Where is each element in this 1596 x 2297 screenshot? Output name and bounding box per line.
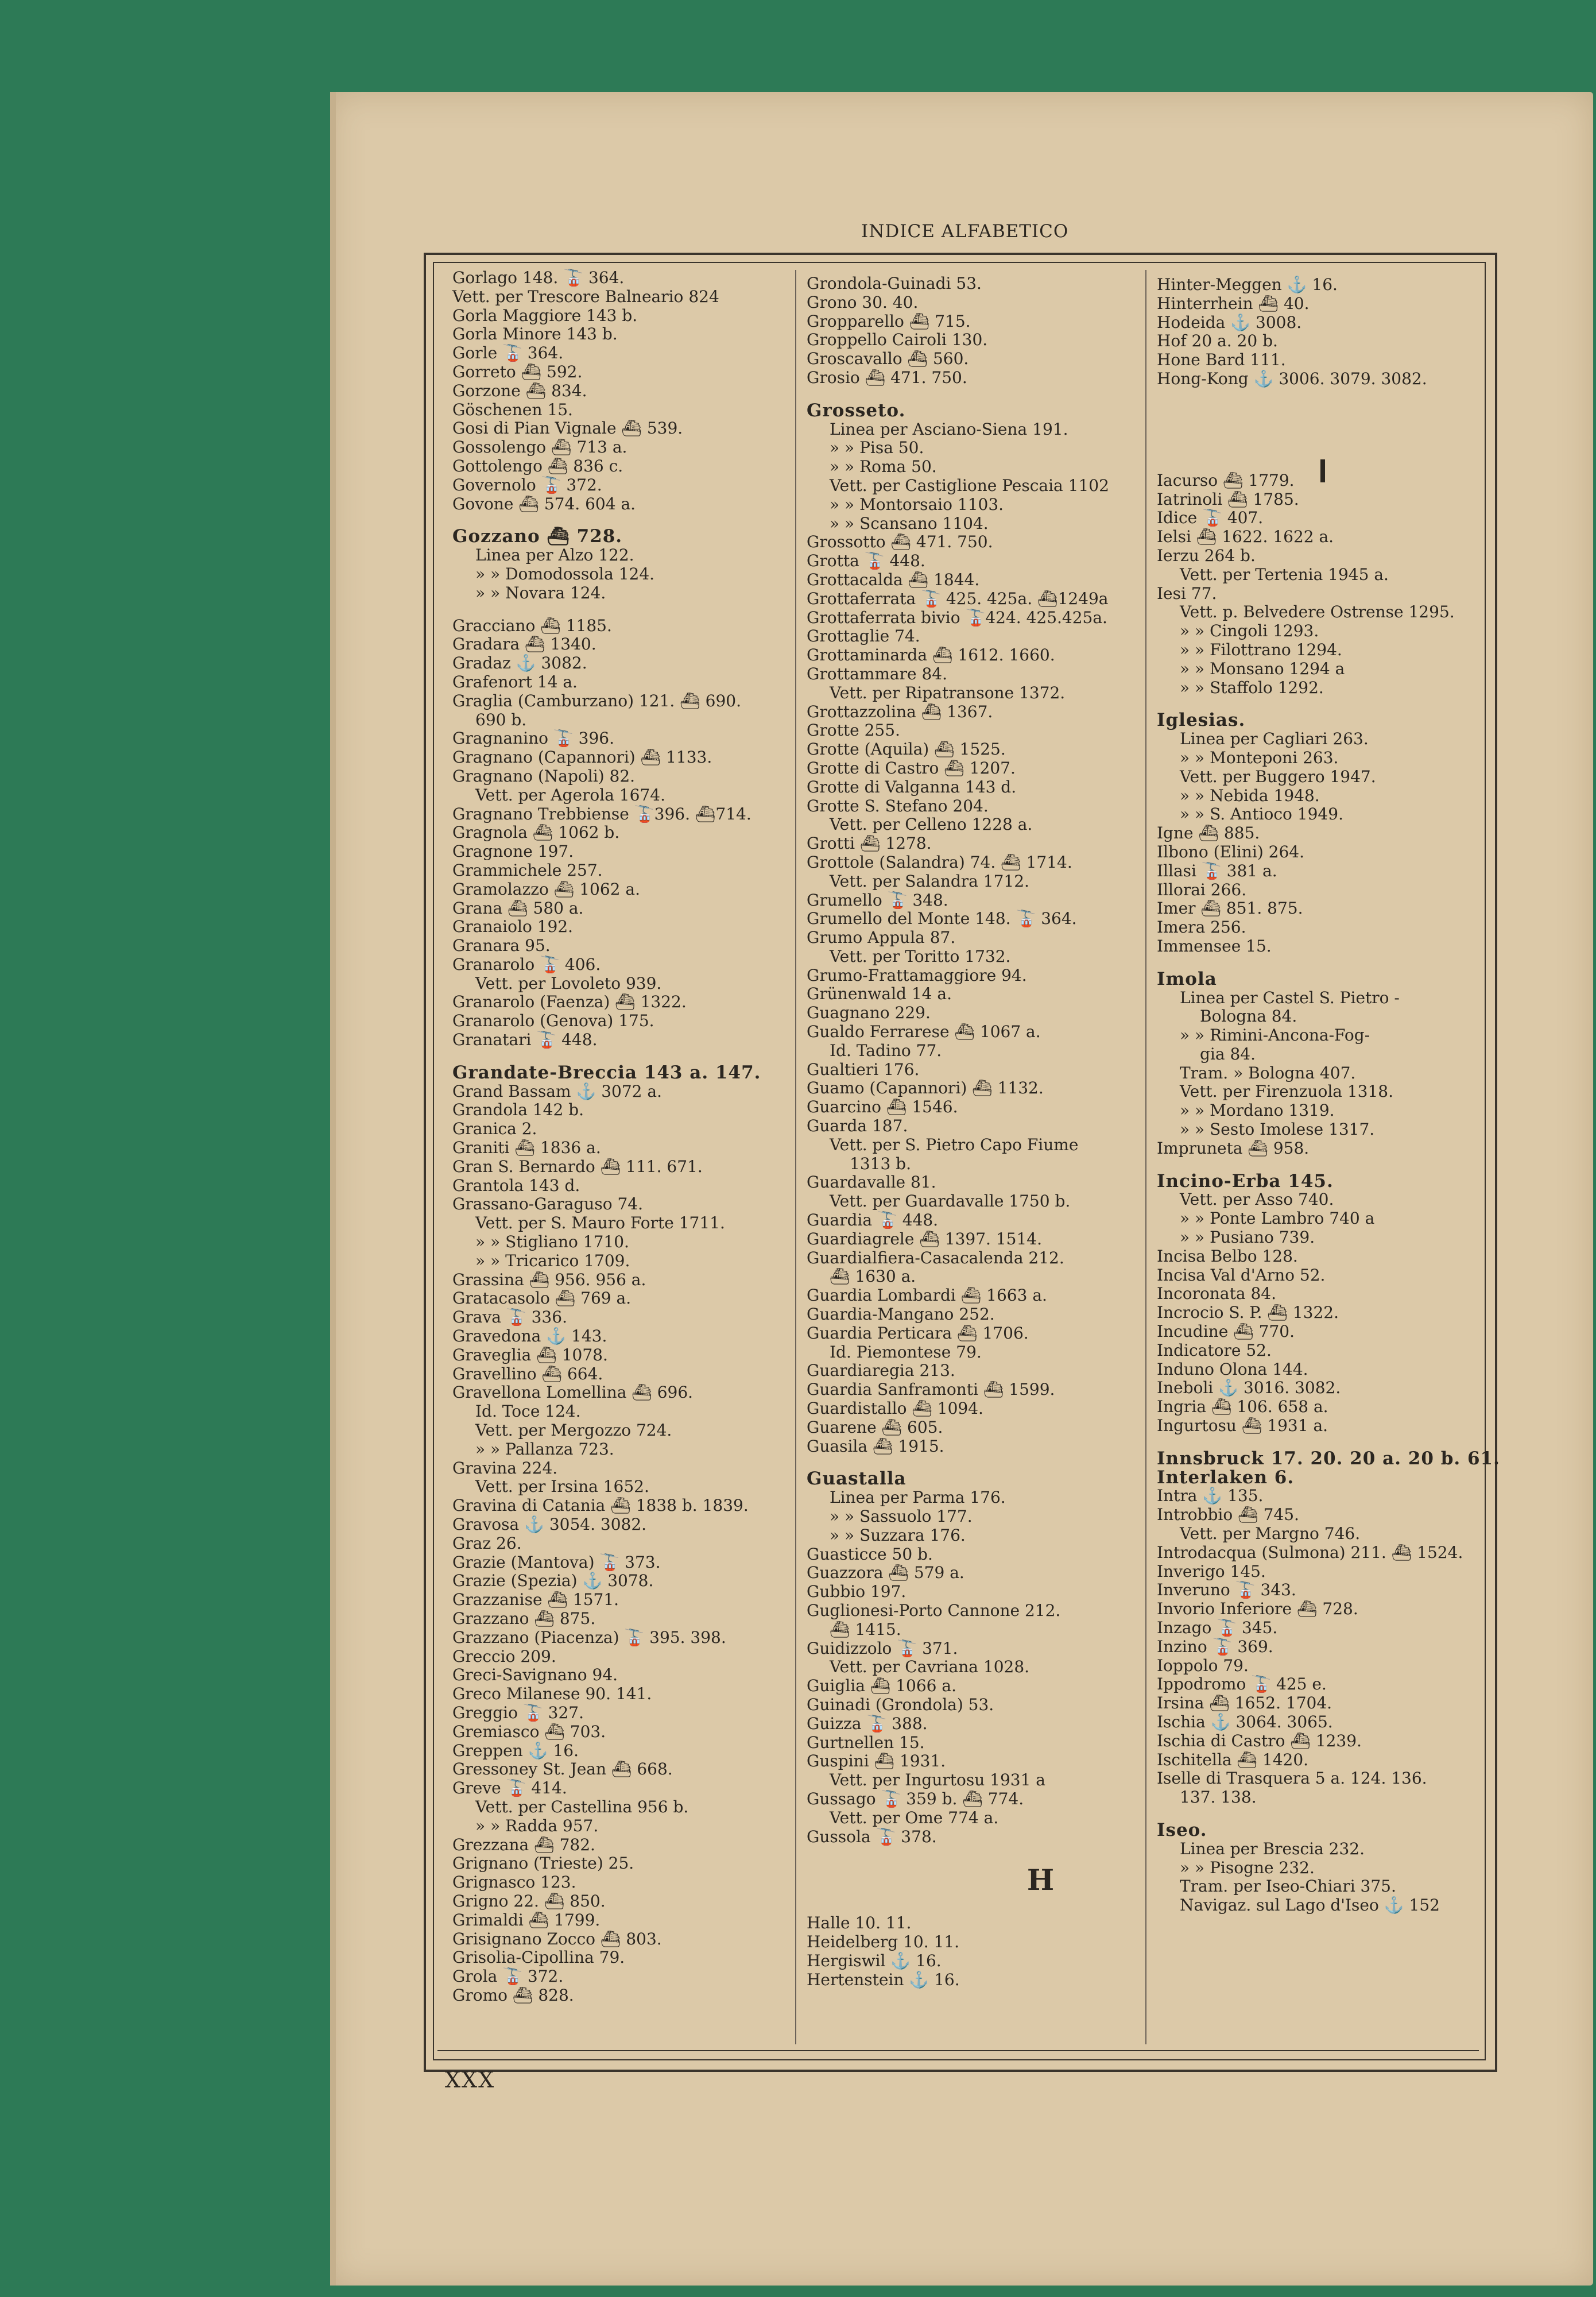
index-entry: Gorzone ⛴ 834.	[452, 381, 587, 400]
index-entry: Grumello 🚡 348.	[807, 890, 948, 910]
index-entry: Hinter-Meggen ⚓ 16.	[1157, 275, 1338, 294]
index-entry: Incudine ⛴ 770.	[1157, 1322, 1295, 1341]
index-entry: 690 b.	[475, 710, 527, 729]
index-entry: Tram. per Iseo-Chiari 375.	[1180, 1877, 1396, 1896]
spacer	[1157, 956, 1484, 970]
index-entry: » » Cingoli 1293.	[1180, 621, 1319, 641]
index-entry: Guardistallo ⛴ 1094.	[807, 1399, 983, 1418]
index-entry: Guardiaregia 213.	[807, 1361, 955, 1380]
index-entry: Vett. per Castellina 956 b.	[475, 1797, 689, 1816]
index-heading: Incino-Erba 145.	[1157, 1170, 1334, 1192]
index-entry: Incisa Val d'Arno 52.	[1157, 1265, 1326, 1285]
index-entry: » » Pusiano 739.	[1180, 1228, 1315, 1247]
index-entry: Grottaferrata bivio 🚡424. 425.425a.	[807, 608, 1107, 627]
index-entry: » » S. Antioco 1949.	[1180, 805, 1343, 824]
index-entry: Id. Toce 124.	[475, 1402, 581, 1421]
index-entry: Gottolengo ⛴ 836 c.	[452, 456, 623, 475]
index-entry: Grazzano ⛴ 875.	[452, 1608, 596, 1628]
index-entry: Gussola 🚡 378.	[807, 1827, 937, 1846]
index-entry: Hertenstein ⚓ 16.	[807, 1970, 960, 1989]
index-entry: Grotte (Aquila) ⛴ 1525.	[807, 740, 1006, 759]
index-entry: Linea per Alzo 122.	[475, 546, 634, 565]
index-entry: Invorio Inferiore ⛴ 728.	[1157, 1599, 1358, 1619]
spacer	[1157, 389, 1484, 403]
index-entry: Grottazzolina ⛴ 1367.	[807, 702, 993, 721]
index-entry: Guardia-Mangano 252.	[807, 1305, 995, 1324]
index-entry: Incoronata 84.	[1157, 1284, 1276, 1304]
index-entry: Vett. per S. Mauro Forte 1711.	[475, 1213, 725, 1233]
index-entry: Grafenort 14 a.	[452, 672, 578, 691]
index-entry: Graveglia ⛴ 1078.	[452, 1345, 608, 1364]
index-entry: Groppello Cairoli 130.	[807, 330, 988, 350]
index-entry: Halle 10. 11.	[807, 1913, 912, 1933]
index-entry: Granarolo (Faenza) ⛴ 1322.	[452, 992, 687, 1012]
index-entry: Gravina di Catania ⛴ 1838 b. 1839.	[452, 1496, 749, 1515]
index-entry: Guiglia ⛴ 1066 a.	[807, 1676, 956, 1696]
index-entry: Guardia Sanframonti ⛴ 1599.	[807, 1380, 1055, 1399]
index-entry: Grottaferrata 🚡 425. 425a. ⛴1249a	[807, 589, 1109, 608]
index-entry: Indicatore 52.	[1157, 1340, 1272, 1360]
spacer	[807, 1900, 1142, 1914]
index-entry: » » Stigliano 1710.	[475, 1232, 629, 1252]
index-entry: Gossolengo ⛴ 713 a.	[452, 438, 627, 457]
index-entry: gia 84.	[1200, 1044, 1256, 1064]
index-entry: Grono 30. 40.	[807, 292, 919, 312]
index-entry: Inzino 🚡 369.	[1157, 1637, 1273, 1656]
index-entry: Guamo (Capannori) ⛴ 1132.	[807, 1078, 1044, 1098]
index-entry: Ingria ⛴ 106. 658 a.	[1157, 1397, 1328, 1417]
index-entry: Vett. per Asso 740.	[1180, 1190, 1334, 1209]
index-entry: Imera 256.	[1157, 918, 1246, 937]
index-entry: Vett. per Ripatransone 1372.	[830, 683, 1066, 702]
index-entry: Vett. per Tertenia 1945 a.	[1180, 564, 1389, 584]
index-entry: Guarcino ⛴ 1546.	[807, 1097, 958, 1117]
index-heading: Guastalla	[807, 1468, 907, 1490]
index-heading: Imola	[1157, 968, 1217, 989]
index-entry: Guardavalle 81.	[807, 1173, 936, 1192]
index-entry: Hong-Kong ⚓ 3006. 3079. 3082.	[1157, 369, 1427, 388]
index-entry: Grottaglie 74.	[807, 627, 920, 646]
index-entry: Grottaminarda ⛴ 1612. 1660.	[807, 645, 1055, 665]
index-entry: Grotte 255.	[807, 721, 900, 740]
index-entry: Linea per Cagliari 263.	[1180, 729, 1369, 749]
index-entry: Grazzanise ⛴ 1571.	[452, 1590, 619, 1610]
index-entry: » » Mordano 1319.	[1180, 1101, 1335, 1120]
index-entry: Gropparello ⛴ 715.	[807, 311, 971, 331]
index-entry: Inveruno 🚡 343.	[1157, 1580, 1296, 1600]
index-entry: Introbbio ⛴ 745.	[1157, 1505, 1299, 1525]
index-entry: Ischitella ⛴ 1420.	[1157, 1750, 1309, 1769]
index-entry: Guidizzolo 🚡 371.	[807, 1638, 958, 1658]
index-entry: » » Suzzara 176.	[830, 1525, 966, 1545]
index-heading: Iglesias.	[1157, 710, 1246, 731]
index-entry: Ilbono (Elini) 264.	[1157, 842, 1305, 861]
index-entry: Grigno 22. ⛴ 850.	[452, 1891, 606, 1911]
index-entry: Grezzana ⛴ 782.	[452, 1835, 595, 1854]
index-entry: Grand Bassam ⚓ 3072 a.	[452, 1081, 662, 1101]
index-entry: Gran S. Bernardo ⛴ 111. 671.	[452, 1157, 703, 1176]
spacer	[1157, 1436, 1484, 1449]
index-entry: Gradara ⛴ 1340.	[452, 635, 596, 654]
index-entry: ⛴ 1630 a.	[830, 1267, 916, 1286]
index-entry: » » Pallanza 723.	[475, 1439, 614, 1459]
index-entry: Hone Bard 111.	[1157, 350, 1286, 370]
index-entry: » » Pisa 50.	[830, 438, 924, 458]
index-entry: Guasila ⛴ 1915.	[807, 1436, 944, 1456]
index-entry: Greccio 209.	[452, 1646, 556, 1666]
index-entry: » » Monteponi 263.	[1180, 748, 1339, 767]
index-entry: Gorla Minore 143 b.	[452, 324, 618, 344]
index-entry: Govone ⛴ 574. 604 a.	[452, 494, 636, 513]
index-entry: » » Sassuolo 177.	[830, 1507, 973, 1526]
index-entry: Ischia ⚓ 3064. 3065.	[1157, 1712, 1333, 1731]
index-entry: Heidelberg 10. 11.	[807, 1932, 960, 1952]
index-entry: Ippodromo 🚡 425 e.	[1157, 1675, 1327, 1694]
index-entry: Ierzu 264 b.	[1157, 546, 1256, 565]
spacer	[1157, 416, 1484, 430]
index-entry: Guardia Lombardi ⛴ 1663 a.	[807, 1286, 1047, 1305]
index-entry: Guardialfiera-Casacalenda 212.	[807, 1248, 1064, 1267]
index-entry: Gremiasco ⛴ 703.	[452, 1722, 606, 1741]
index-entry: » » Novara 124.	[475, 583, 606, 602]
index-entry: Tram. » Bologna 407.	[1180, 1063, 1356, 1082]
index-entry: Grotta 🚡 448.	[807, 551, 925, 571]
index-entry: Grammichele 257.	[452, 860, 603, 880]
index-entry: Hinterrhein ⛴ 40.	[1157, 293, 1310, 313]
index-entry: Vett. per Guardavalle 1750 b.	[830, 1192, 1071, 1211]
index-entry: Gorle 🚡 364.	[452, 343, 564, 363]
index-entry: Grassina ⛴ 956. 956 a.	[452, 1270, 646, 1289]
index-entry: Gratacasolo ⛴ 769 a.	[452, 1289, 632, 1308]
index-entry: Ioppolo 79.	[1157, 1656, 1249, 1675]
index-entry: Gurtnellen 15.	[807, 1733, 925, 1752]
index-entry: Göschenen 15.	[452, 400, 573, 419]
index-entry: Grünenwald 14 a.	[807, 984, 952, 1004]
index-entry: Gragnano (Capannori) ⛴ 1133.	[452, 748, 712, 767]
bottom-rule	[437, 2050, 1479, 2051]
index-entry: Vett. per Celleno 1228 a.	[830, 815, 1033, 834]
index-entry: Linea per Parma 176.	[830, 1488, 1006, 1507]
index-entry: Granarolo 🚡 406.	[452, 954, 601, 974]
index-entry: Grisignano Zocco ⛴ 803.	[452, 1929, 662, 1948]
index-entry: Gramolazzo ⛴ 1062 a.	[452, 879, 640, 899]
index-entry: » » Staffolo 1292.	[1180, 678, 1324, 697]
index-entry: Graz 26.	[452, 1533, 522, 1553]
index-entry: Guarda 187.	[807, 1116, 908, 1136]
index-entry: Vett. per Cavriana 1028.	[830, 1657, 1030, 1677]
index-entry: Hergiswil ⚓ 16.	[807, 1951, 942, 1970]
index-entry: Governolo 🚡 372.	[452, 475, 602, 494]
index-entry: Gragnano Trebbiense 🚡396. ⛴714.	[452, 804, 751, 823]
index-entry: Idice 🚡 407.	[1157, 508, 1264, 528]
index-entry: Gravina 224.	[452, 1458, 558, 1478]
index-heading: Iseo.	[1157, 1819, 1207, 1840]
index-entry: Grisolia-Cipollina 79.	[452, 1948, 625, 1967]
index-entry: Grava 🚡 336.	[452, 1308, 567, 1327]
index-entry: Iatrinoli ⛴ 1785.	[1157, 489, 1299, 509]
index-entry: » » Monsano 1294 a	[1180, 659, 1345, 678]
index-entry: Grantola 143 d.	[452, 1175, 580, 1195]
index-entry: Guspini ⛴ 1931.	[807, 1751, 946, 1771]
index-entry: Gragnola ⛴ 1062 b.	[452, 823, 620, 842]
index-entry: » » Nebida 1948.	[1180, 786, 1320, 805]
index-entry: Gorlago 148. 🚡 364.	[452, 268, 625, 287]
index-entry: Gravellona Lomellina ⛴ 696.	[452, 1383, 694, 1402]
index-entry: Guizza 🚡 388.	[807, 1714, 928, 1733]
index-column-middle	[807, 274, 1142, 1990]
index-column-right	[1157, 275, 1500, 1915]
spacer	[452, 603, 791, 617]
index-entry: Gressoney St. Jean ⛴ 668.	[452, 1760, 673, 1779]
index-entry: Illasi 🚡 381 a.	[1157, 861, 1277, 880]
index-entry: Groscavallo ⛴ 560.	[807, 349, 969, 369]
index-entry: Illorai 266.	[1157, 880, 1247, 899]
index-entry: Ischia di Castro ⛴ 1239.	[1157, 1731, 1362, 1750]
index-entry: Vett. per Toritto 1732.	[830, 946, 1011, 966]
index-entry: Imprunetа ⛴ 958.	[1157, 1138, 1310, 1158]
index-entry: Vett. per Lovoleto 939.	[475, 973, 662, 993]
index-entry: Greco Milanese 90. 141.	[452, 1684, 652, 1704]
index-entry: Guagnano 229.	[807, 1003, 931, 1023]
index-entry: Granara 95.	[452, 936, 551, 956]
index-entry: Grumello del Monte 148. 🚡 364.	[807, 909, 1077, 929]
index-entry: Linea per Castel S. Pietro -	[1180, 988, 1400, 1007]
index-entry: Grottammare 84.	[807, 664, 947, 683]
index-entry: Gorreto ⛴ 592.	[452, 362, 583, 381]
index-entry: » » Montorsaio 1103.	[830, 494, 1004, 514]
index-entry: Vett. per Ingurtosu 1931 a	[830, 1770, 1046, 1790]
index-entry: Grondola-Guinadi 53.	[807, 274, 982, 293]
index-entry: Id. Piemontese 79.	[830, 1342, 982, 1362]
page-edge	[330, 92, 336, 2286]
index-entry: Granatari 🚡 448.	[452, 1030, 598, 1050]
spacer	[807, 1456, 1142, 1470]
index-entry: Gravellino ⛴ 664.	[452, 1364, 603, 1383]
index-entry: » » Scansano 1104.	[830, 513, 989, 533]
index-entry: Greggio 🚡 327.	[452, 1703, 584, 1722]
index-entry: Guazzora ⛴ 579 a.	[807, 1563, 964, 1583]
index-entry: Greppen ⚓ 16.	[452, 1741, 579, 1760]
spacer	[1157, 458, 1484, 471]
index-entry: Vett. per Buggero 1947.	[1180, 767, 1376, 786]
index-entry: Guglionesi-Porto Cannone 212.	[807, 1600, 1061, 1620]
index-entry: Grazzano (Piacenza) 🚡 395. 398.	[452, 1627, 726, 1647]
index-entry: Grottacalda ⛴ 1844.	[807, 570, 980, 589]
index-entry: » » Rimini-Ancona-Fog-	[1180, 1026, 1370, 1045]
index-entry: Inzago 🚡 345.	[1157, 1618, 1278, 1637]
index-entry: Linea per Asciano-Siena 191.	[830, 419, 1068, 439]
spacer	[452, 513, 791, 527]
index-entry: » » Roma 50.	[830, 457, 937, 477]
index-entry: Vett. per Castiglione Pescaia 1102	[830, 475, 1109, 495]
index-entry: Iesi 77.	[1157, 583, 1217, 603]
index-entry: Igne ⛴ 885.	[1157, 823, 1260, 843]
index-entry: Ingurtosu ⛴ 1931 a.	[1157, 1416, 1328, 1436]
index-entry: Guinadi (Grondola) 53.	[807, 1695, 994, 1714]
index-entry: Grumo Appula 87.	[807, 928, 956, 948]
index-entry: Guardiagrele ⛴ 1397. 1514.	[807, 1229, 1043, 1248]
index-entry: Grimaldi ⛴ 1799.	[452, 1910, 601, 1929]
index-entry: Guardia 🚡 448.	[807, 1211, 939, 1230]
spacer	[807, 1846, 1142, 1860]
index-entry: 1313 b.	[850, 1154, 911, 1173]
index-entry: Guardia Perticara ⛴ 1706.	[807, 1323, 1029, 1343]
index-entry: Id. Tadino 77.	[830, 1041, 942, 1060]
index-entry: Gualtieri 176.	[807, 1059, 920, 1079]
index-entry: Greve 🚡 414.	[452, 1778, 567, 1798]
index-entry: Gromo ⛴ 828.	[452, 1985, 574, 2005]
index-entry: Vett. per Margno 746.	[1180, 1524, 1361, 1544]
index-entry: Gradaz ⚓ 3082.	[452, 653, 587, 673]
index-entry: Irsina ⛴ 1652. 1704.	[1157, 1693, 1332, 1713]
index-entry: » » Tricarico 1709.	[475, 1251, 630, 1270]
index-entry: Grotte S. Stefano 204.	[807, 796, 989, 815]
index-entry: Grandola 142 b.	[452, 1100, 584, 1120]
index-entry: Incrocio S. P. ⛴ 1322.	[1157, 1303, 1339, 1322]
index-entry: Inverigo 145.	[1157, 1561, 1266, 1581]
index-entry: Imer ⛴ 851. 875.	[1157, 899, 1303, 918]
index-entry: Gragnanino 🚡 396.	[452, 729, 614, 748]
index-entry: Gosi di Pian Vignale ⛴ 539.	[452, 419, 683, 438]
index-entry: ⛴ 1415.	[830, 1619, 901, 1639]
index-entry: Linea per Brescia 232.	[1180, 1839, 1365, 1858]
index-entry: Hof 20 a. 20 b.	[1157, 331, 1278, 351]
index-entry: Grosio ⛴ 471. 750.	[807, 368, 967, 387]
index-entry: Grazie (Spezia) ⚓ 3078.	[452, 1571, 654, 1591]
spacer	[1157, 697, 1484, 711]
index-entry: Guarene ⛴ 605.	[807, 1417, 943, 1437]
index-entry: H	[1026, 1863, 1055, 1897]
index-entry: Graniti ⛴ 1836 a.	[452, 1138, 601, 1158]
index-entry: Grazie (Mantova) 🚡 373.	[452, 1552, 661, 1572]
index-entry: Vett. per Trescore Balneario 824	[452, 287, 719, 306]
index-column-left	[452, 269, 791, 2005]
index-entry: Grotte di Castro ⛴ 1207.	[807, 758, 1016, 778]
index-entry: Iacurso ⛴ 1779.	[1157, 470, 1295, 490]
column-divider-1	[795, 270, 796, 2044]
index-entry: Vett. per Irsina 1652.	[475, 1477, 649, 1496]
index-entry: Iselle di Trasquera 5 a. 124. 136.	[1157, 1769, 1427, 1788]
index-entry: Gualdo Ferrarese ⛴ 1067 a.	[807, 1022, 1041, 1042]
index-entry: Gubbio 197.	[807, 1582, 907, 1602]
index-entry: Ielsi ⛴ 1622. 1622 a.	[1157, 527, 1334, 547]
index-entry: Induno Olona 144.	[1157, 1359, 1308, 1379]
index-entry: 137. 138.	[1180, 1788, 1257, 1807]
index-entry: Immensee 15.	[1157, 936, 1272, 956]
index-entry: Vett. per S. Pietro Capo Fiume	[830, 1135, 1079, 1154]
index-entry: Gravedona ⚓ 143.	[452, 1327, 607, 1346]
index-entry: Ineboli ⚓ 3016. 3082.	[1157, 1378, 1341, 1398]
index-entry: Grignano (Trieste) 25.	[452, 1854, 634, 1873]
index-entry: » » Pisogne 232.	[1180, 1858, 1315, 1877]
index-entry: » » Radda 957.	[475, 1816, 599, 1835]
spacer	[1157, 1807, 1484, 1821]
index-heading: Interlaken 6.	[1157, 1467, 1295, 1488]
index-entry: Navigaz. sul Lago d'Iseo ⚓ 152	[1180, 1896, 1440, 1915]
index-entry: Granaiolo 192.	[452, 917, 574, 937]
index-heading: Innsbruck 17. 20. 20 a. 20 b. 61.	[1157, 1448, 1500, 1469]
index-entry: » » Domodossola 124.	[475, 564, 655, 583]
page-number: XXX	[445, 2067, 495, 2093]
index-entry: Granarolo (Genova) 175.	[452, 1011, 654, 1031]
index-entry: Guasticce 50 b.	[807, 1544, 933, 1564]
spacer	[807, 388, 1142, 401]
index-heading: Gozzano ⛴ 728.	[452, 526, 623, 547]
index-entry: Grola 🚡 372.	[452, 1967, 564, 1986]
index-entry: Incisa Belbo 128.	[1157, 1246, 1298, 1266]
index-entry: Gragnano (Napoli) 82.	[452, 766, 636, 786]
index-entry: Vett. per Salandra 1712.	[830, 871, 1029, 891]
index-entry: Bologna 84.	[1200, 1007, 1297, 1026]
index-entry: » » Ponte Lambro 740 a	[1180, 1209, 1375, 1228]
spacer	[1157, 430, 1484, 444]
index-entry: Grossotto ⛴ 471. 750.	[807, 532, 993, 552]
index-entry: Greci-Savignano 94.	[452, 1665, 618, 1685]
index-entry: Gravosa ⚓ 3054. 3082.	[452, 1515, 647, 1534]
index-entry: Gussago 🚡 359 b. ⛴ 774.	[807, 1789, 1024, 1808]
index-entry: Gorla Maggiore 143 b.	[452, 306, 638, 325]
index-entry: Grumo-Frattamaggiore 94.	[807, 965, 1027, 985]
index-entry: Grana ⛴ 580 a.	[452, 898, 584, 918]
index-entry: Hodeida ⚓ 3008.	[1157, 312, 1302, 332]
index-heading: Grosseto.	[807, 400, 906, 421]
index-entry: Vett. per Ome 774 a.	[830, 1808, 999, 1827]
index-entry: Grignasco 123.	[452, 1873, 576, 1892]
spacer	[1157, 403, 1484, 416]
index-entry: Grotte di Valganna 143 d.	[807, 777, 1017, 796]
index-entry: Grottole (Salandra) 74. ⛴ 1714.	[807, 852, 1072, 872]
index-entry: Vett. per Firenzuola 1318.	[1180, 1082, 1394, 1101]
index-entry: » » Filottrano 1294.	[1180, 640, 1342, 659]
spacer	[1157, 1158, 1484, 1172]
index-entry: Intra ⚓ 135.	[1157, 1486, 1264, 1506]
index-entry: Grassano-Garaguso 74.	[452, 1194, 643, 1214]
index-heading: Grandate-Breccia 143 a. 147.	[452, 1062, 761, 1083]
index-entry: Graglia (Camburzano) 121. ⛴ 690.	[452, 691, 742, 710]
index-entry: Gracciano ⛴ 1185.	[452, 616, 612, 635]
index-entry: Vett. per Mergozzo 724.	[475, 1421, 672, 1440]
index-entry: Granica 2.	[452, 1119, 537, 1139]
spacer	[1157, 444, 1484, 458]
index-entry: » » Sesto Imolese 1317.	[1180, 1120, 1375, 1139]
index-entry: Gragnone 197.	[452, 842, 574, 861]
index-entry: Vett. per Agerola 1674.	[475, 785, 665, 805]
column-divider-2	[1145, 270, 1146, 2044]
index-entry: Vett. p. Belvedere Ostrense 1295.	[1180, 602, 1455, 622]
page-header: INDICE ALFABETICO	[861, 221, 1069, 242]
spacer	[452, 1050, 791, 1064]
index-entry: Grotti ⛴ 1278.	[807, 834, 932, 853]
index-entry: Introdacqua (Sulmona) 211. ⛴ 1524.	[1157, 1542, 1463, 1562]
